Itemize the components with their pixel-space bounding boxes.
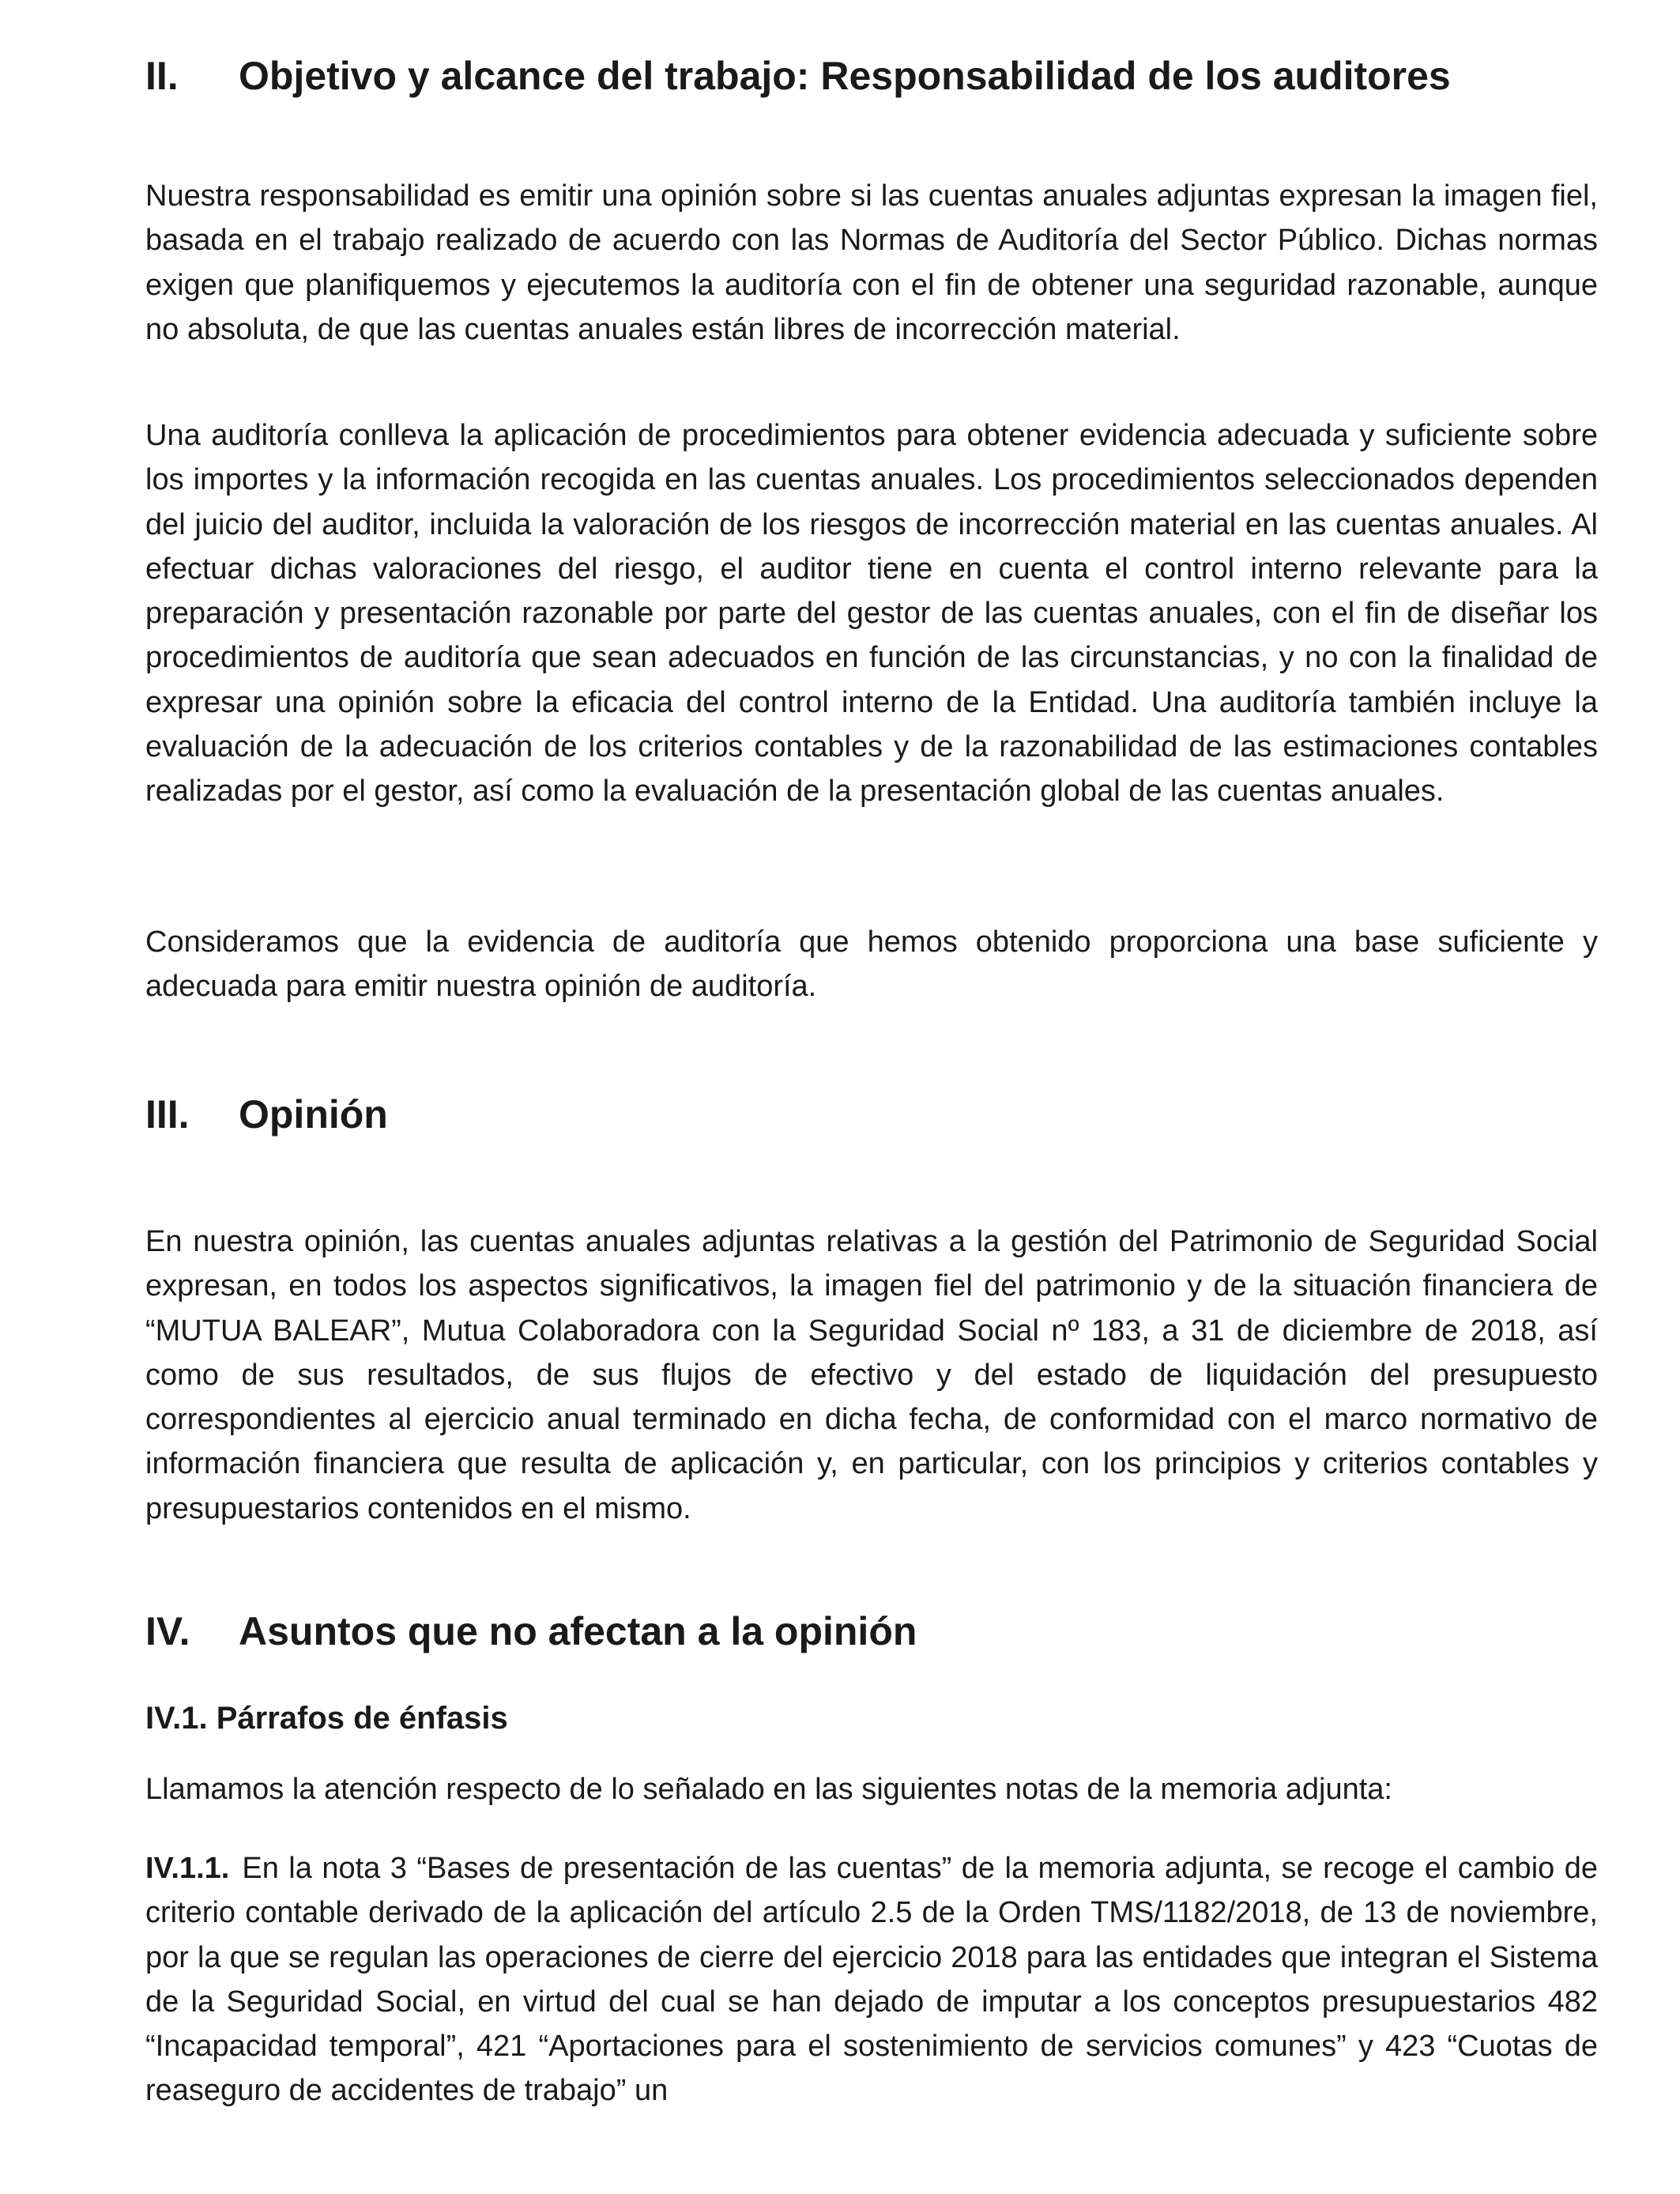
paragraph-opinion: En nuestra opinión, las cuentas anuales adjuntas relativas a la gestión del Patrimonio de Seguridad Social expresan, en todos los aspectos significativos, la imagen fiel del patrimonio y de la situación financiera de “MUTUA BALEAR”, Mutua Colaboradora con la Seguridad Social nº 183, a 31 de diciembre de 2018, así como de sus resultados, de sus flujos de efectivo y del estado de liquidación del presupuesto correspondientes al ejercicio anual terminado en dicha fecha, de conformidad con el marco normativo de información financiera que resulta de aplicación y, en particular, con los principios y criterios contables y presupuestarios contenidos en el mismo. xyxy=(145,1225,1598,1525)
section-title: Opinión xyxy=(239,1092,388,1137)
section-number: II. xyxy=(145,54,179,98)
section-title: Objetivo y alcance del trabajo: Responsabilidad de los auditores xyxy=(239,54,1451,98)
section-number: III. xyxy=(145,1092,190,1137)
paragraph-iv-1-1 xyxy=(145,1846,1598,2113)
paragraph-evidencia: Consideramos que la evidencia de auditoría que hemos obtenido proporciona una base suficiente y adecuada para emitir nuestra opinión de auditoría. xyxy=(145,925,1598,1004)
section-heading-iii xyxy=(145,1091,388,1138)
item-label: IV.1.1. xyxy=(145,1852,230,1885)
paragraph-procedimientos: Una auditoría conlleva la aplicación de procedimientos para obtener evidencia adecuada y suficiente sobre los importes y la información recogida en las cuentas anuales. Los procedimientos seleccionados dependen del juicio del auditor, incluida la valoración de los riesgos de incorrección material en las cuentas anuales. Al efectuar dichas valoraciones del riesgo, el auditor tiene en cuenta el control interno relevante para la preparación y presentación razonable por parte del gestor de las cuentas anuales, con el fin de diseñar los procedimientos de auditoría que sean adecuados en función de las circunstancias, y no con la finalidad de expresar una opinión sobre la eficacia del control interno de la Entidad. Una auditoría también incluye la evaluación de la adecuación de los criterios contables y de la razonabilidad de las estimaciones contables realizadas por el gestor, así como la evaluación de la presentación global de las cuentas anuales. xyxy=(145,419,1598,809)
section-number: IV. xyxy=(145,1609,190,1653)
paragraph-responsabilidad: Nuestra responsabilidad es emitir una opinión sobre si las cuentas anuales adjuntas expresan la imagen fiel, basada en el trabajo realizado de acuerdo con las Normas de Auditoría del Sector Público. Dichas normas exigen que planifiquemos y ejecutemos la auditoría con el fin de obtener una seguridad razonable, aunque no absoluta, de que las cuentas anuales están libres de incorrección material. xyxy=(145,179,1598,346)
item-text: En la nota 3 “Bases de presentación de las cuentas” de la memoria adjunta, se recoge el cambio de criterio contable derivado de la aplicación del artículo 2.5 de la Orden TMS/1182/2018, de 13 de noviembre, por la que se regulan las operaciones de cierre del ejercicio 2018 para las entidades que integran el Sistema de la Seguridad Social, en virtud del cual se han dejado de imputar a los conceptos presupuestarios 482 “Incapacidad temporal”, 421 “Aportaciones para el sostenimiento de servicios comunes” y 423 “Cuotas de reaseguro de accidentes de trabajo” un xyxy=(145,1852,1598,2108)
section-heading-iv xyxy=(145,1608,917,1655)
section-title: Asuntos que no afectan a la opinión xyxy=(239,1609,917,1653)
subsection-heading-iv-1: IV.1. Párrafos de énfasis xyxy=(145,1701,508,1736)
paragraph-llamamos: Llamamos la atención respecto de lo señalado en las siguientes notas de la memoria adjunta: xyxy=(145,1773,1392,1806)
section-heading-ii xyxy=(145,52,1451,100)
